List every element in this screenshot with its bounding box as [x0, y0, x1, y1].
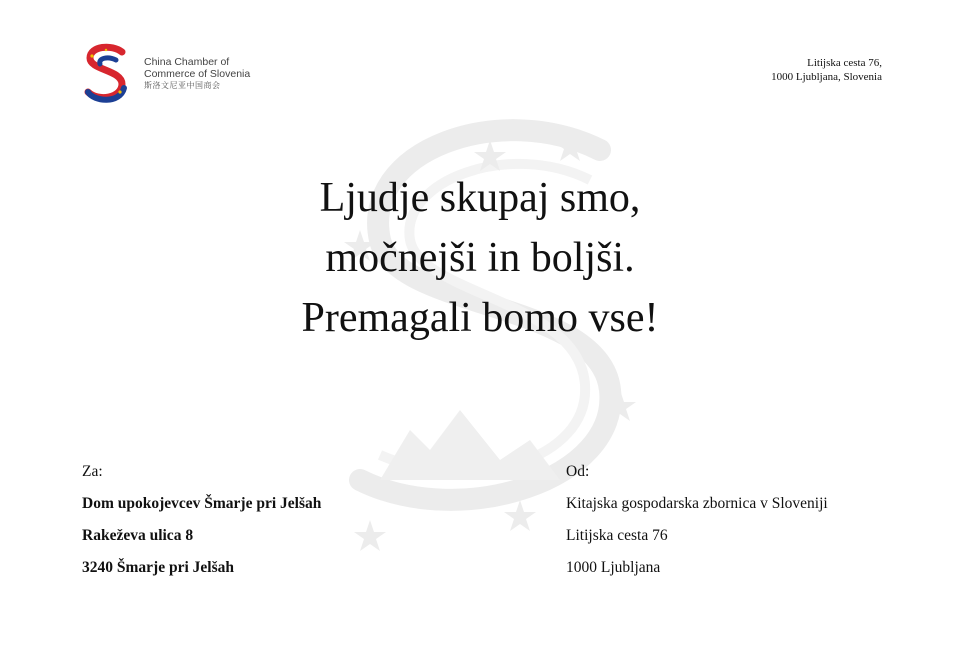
recipient-block — [82, 456, 321, 584]
header-address — [771, 56, 882, 84]
recipient-city: 3240 Šmarje pri Jelšah — [82, 559, 234, 576]
headline-line2: močnejši in boljši. — [325, 235, 635, 281]
chamber-name-line1: China Chamber of — [144, 56, 230, 68]
chamber-s-logo-icon — [80, 42, 132, 106]
recipient-label: Za: — [82, 463, 103, 480]
chamber-name-line2: Commerce of Slovenia — [144, 68, 251, 80]
headline — [0, 168, 960, 348]
recipient-name: Dom upokojevcev Šmarje pri Jelšah — [82, 495, 322, 512]
headline-line3: Premagali bomo vse! — [301, 295, 659, 341]
sender-street: Litijska cesta 76 — [566, 527, 668, 544]
header-address-line1: Litijska cesta 76, — [807, 57, 882, 69]
chamber-logo — [80, 42, 250, 106]
chamber-name-chinese: 斯洛文尼亚中国商会 — [144, 81, 221, 90]
sender-city: 1000 Ljubljana — [566, 559, 661, 576]
sender-block — [566, 456, 828, 584]
chamber-name — [144, 56, 250, 92]
recipient-street: Rakeževa ulica 8 — [82, 527, 194, 544]
sender-label: Od: — [566, 463, 590, 480]
header-address-line2: 1000 Ljubljana, Slovenia — [771, 71, 882, 83]
sender-name: Kitajska gospodarska zbornica v Sloveniji — [566, 495, 828, 512]
headline-line1: Ljudje skupaj smo, — [319, 175, 641, 221]
